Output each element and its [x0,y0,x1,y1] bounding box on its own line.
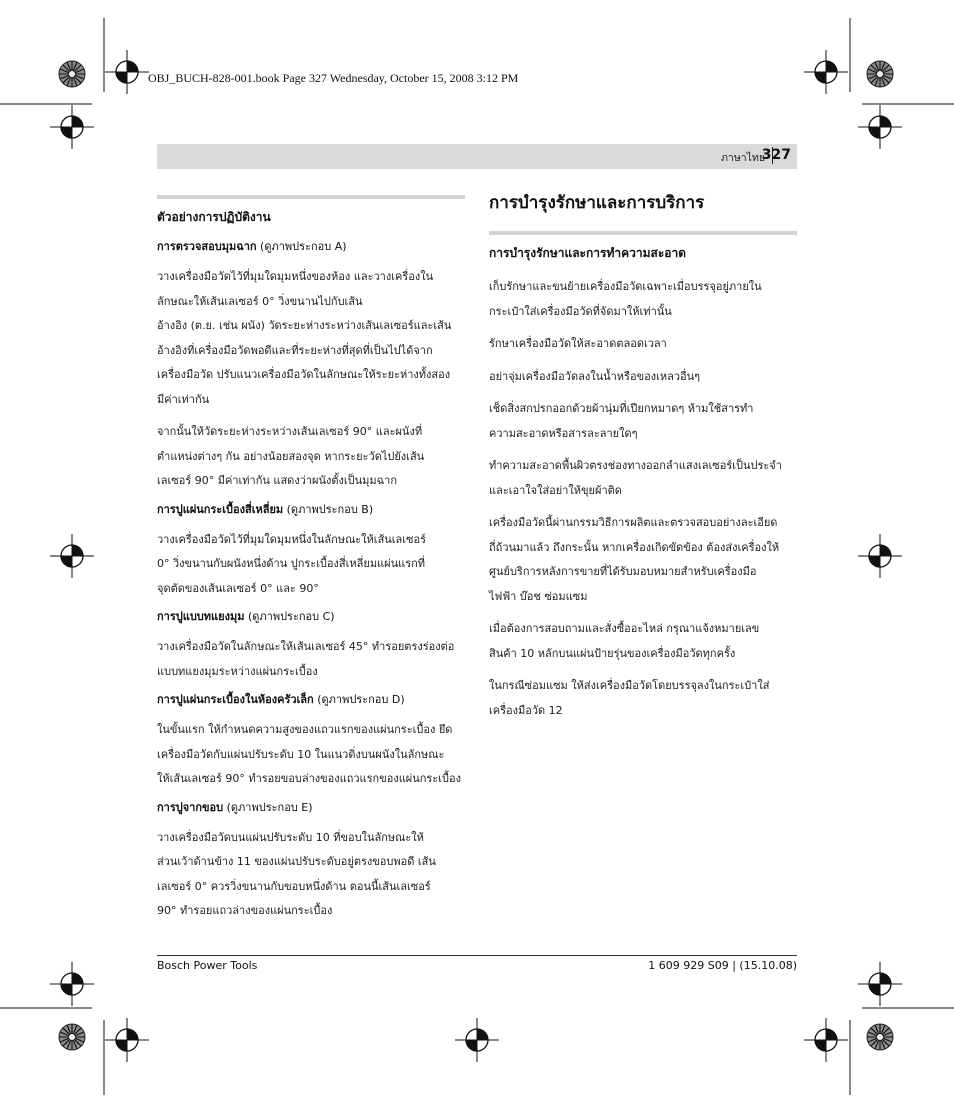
paragraph: ทำความสะอาดพื้นผิวตรงช่องทางออกลำแสงเลเซอร์เป็นประจำ และเอาใจใส่อย่าให้ขุยผ้าติด [489,459,782,497]
left-column [157,195,465,932]
paragraph: ในกรณีซ่อมแซม ให้ส่งเครื่องมือวัดโดยบรรจุลงในกระเป๋าใส่ เครื่องมือวัด 12 [489,679,770,717]
figure-reference: (ดูภาพประกอบ D) [313,693,405,706]
paragraph: วางเครื่องมือวัดบนแผ่นปรับระดับ 10 ที่ขอบในลักษณะให้ ส่วนเว้าด้านข้าง 11 ของแผ่นปรับระดับอยู่ตรงขอบพอดี เส้น เลเซอร์ 0° ควรวิ่งขนานกับขอบหนึ่งด้าน ตอนนี้เส้นเลเซอร์ 90° ทำรอยแถวล่างของแผ่นกระเบื้อง [157,830,436,917]
paragraph: เก็บรักษาและขนย้ายเครื่องมือวัดเฉพาะเมื่อบรรจุอยู่ภายใน กระเป๋าใส่เครื่องมือวัดที่จัดมาให้เท่านั้น [489,280,762,318]
figure-reference: (ดูภาพประกอบ B) [283,502,374,516]
figure-reference: (ดูภาพประกอบ E) [223,800,313,814]
paragraph: อย่าจุ่มเครื่องมือวัดลงในน้ำหรือของเหลวอื่นๆ [489,369,701,383]
crop-lines [0,18,954,1095]
subsection-title: การปูแผ่นกระเบื้องในห้องครัวเล็ก [157,693,314,706]
subsection-heading [157,502,465,518]
right-column [489,192,797,731]
subsection-heading [157,692,465,708]
figure-reference: (ดูภาพประกอบ A) [256,240,347,253]
star-target-icon [59,61,85,87]
paragraph: เครื่องมือวัดนี้ผ่านกรรมวิธีการผลิตและตรวจสอบอย่างละเอียด ถี่ถ้วนมาแล้ว ถึงกระนั้น หากเครื่องเกิดขัดข้อง ต้องส่งเครื่องให้ ศูนย์บริการหลังการขายที่ได้รับมอบหมายสำหรับเครื่องมือ ไฟฟ้า บ๊อช ซ่อมแซม [489,516,780,603]
header-language: ภาษาไทย [721,152,765,164]
slug-line: OBJ_BUCH-828-001.book Page 327 Wednesday, October 15, 2008 3:12 PM [148,71,519,85]
paragraph: เช็ดสิ่งสกปรกออกด้วยผ้านุ่มที่เปียกหมาดๆ ห้ามใช้สารทำ ความสะอาดหรือสารละลายใดๆ [489,402,754,440]
paragraph: รักษาเครื่องมือวัดให้สะอาดตลอดเวลา [489,337,667,350]
section-heading: การบำรุงรักษาและการทำความสะอาด [489,246,687,260]
section-heading: ตัวอย่างการปฏิบัติงาน [157,210,271,224]
registration-mark-icon [50,105,94,149]
star-target-icon [867,1024,893,1050]
subsection-title: การปูจากขอบ [157,800,224,814]
subsection-title: การปูแบบทแยงมุม [157,610,245,623]
paragraph: เมื่อต้องการสอบถามและสั่งซื้ออะไหล่ กรุณาแจ้งหมายเลข สินค้า 10 หลักบนแผ่นป้ายรุ่นของเครื่องมือวัดทุกครั้ง [489,622,760,660]
registration-mark-icon [455,1018,499,1062]
registration-mark-icon [804,50,848,94]
subsection-title: การปูแผ่นกระเบื้องสี่เหลี่ยม [157,502,284,516]
paragraph: วางเครื่องมือวัดไว้ที่มุมใดมุมหนึ่งของห้อง และวางเครื่องใน ลักษณะให้เส้นเลเซอร์ 0° วิ่งขนานไปกับเส้น อ้างอิง (ต.ย. เช่น ผนัง) วัดระยะห่างระหว่างเส้นเลเซอร์และเส้น อ้างอิงที่เครื่องมือวัดพอดีและที่ระยะห่างที่สุดที่เป็นไปได้จาก เครื่องมือวัด ปรับแนวเครื่องมือวัดในลักษณะให้ระยะห่างทั้งสอง มีค่าเท่ากัน [157,270,452,406]
registration-mark-icon [50,962,94,1006]
subsection-heading [157,609,465,625]
registration-mark-icon [50,534,94,578]
paragraph: ในขั้นแรก ให้กำหนดความสูงของแถวแรกของแผ่นกระเบื้อง ยึด เครื่องมือวัดกับแผ่นปรับระดับ 10 ในแนวดิ่งบนผนังในลักษณะ ให้เส้นเลเซอร์ 90° ทำรอยขอบล่างของแถวแรกของแผ่นกระเบื้อง [157,723,461,785]
figure-reference: (ดูภาพประกอบ C) [244,610,335,623]
registration-mark-icon [858,105,902,149]
page-number: 327 [761,147,791,163]
paragraph: วางเครื่องมือวัดไว้ที่มุมใดมุมหนึ่งในลักษณะให้เส้นเลเซอร์ 0° วิ่งขนานกับผนังหนึ่งด้าน ปูกระเบื้องสี่เหลี่ยมแผ่นแรกที่ จุดตัดของเส้นเลเซอร์ 0° และ 90° [157,532,427,595]
star-target-icon [867,61,893,87]
footer-brand: Bosch Power Tools [157,959,258,972]
registration-mark-icon [105,50,149,94]
registration-mark-icon [858,962,902,1006]
footer-rule [157,955,797,956]
registration-mark-icon [858,534,902,578]
star-target-icon [59,1024,85,1050]
footer-doc-code: 1 609 929 S09 | (15.10.08) [648,959,797,972]
subsection-heading [157,800,465,816]
subsection-title: การตรวจสอบมุมฉาก [157,240,257,253]
chapter-title: การบำรุงรักษาและการบริการ [489,193,705,213]
paragraph: วางเครื่องมือวัดในลักษณะให้เส้นเลเซอร์ 45° ทำรอยตรงร่องต่อ แบบทแยงมุมระหว่างแผ่นกระเบื้อง [157,640,455,678]
section-divider [489,231,797,235]
paragraph: จากนั้นให้วัดระยะห่างระหว่างเส้นเลเซอร์ 90° และผนังที่ ตำแหน่งต่างๆ กัน อย่างน้อยสองจุด หากระยะวัดไปยังเส้น เลเซอร์ 90° มีค่าเท่ากัน แสดงว่าผนังตั้งเป็นมุมฉาก [157,425,425,487]
registration-mark-icon [105,1018,149,1062]
registration-mark-icon [804,1018,848,1062]
page-header [157,144,797,169]
subsection-heading [157,239,465,255]
